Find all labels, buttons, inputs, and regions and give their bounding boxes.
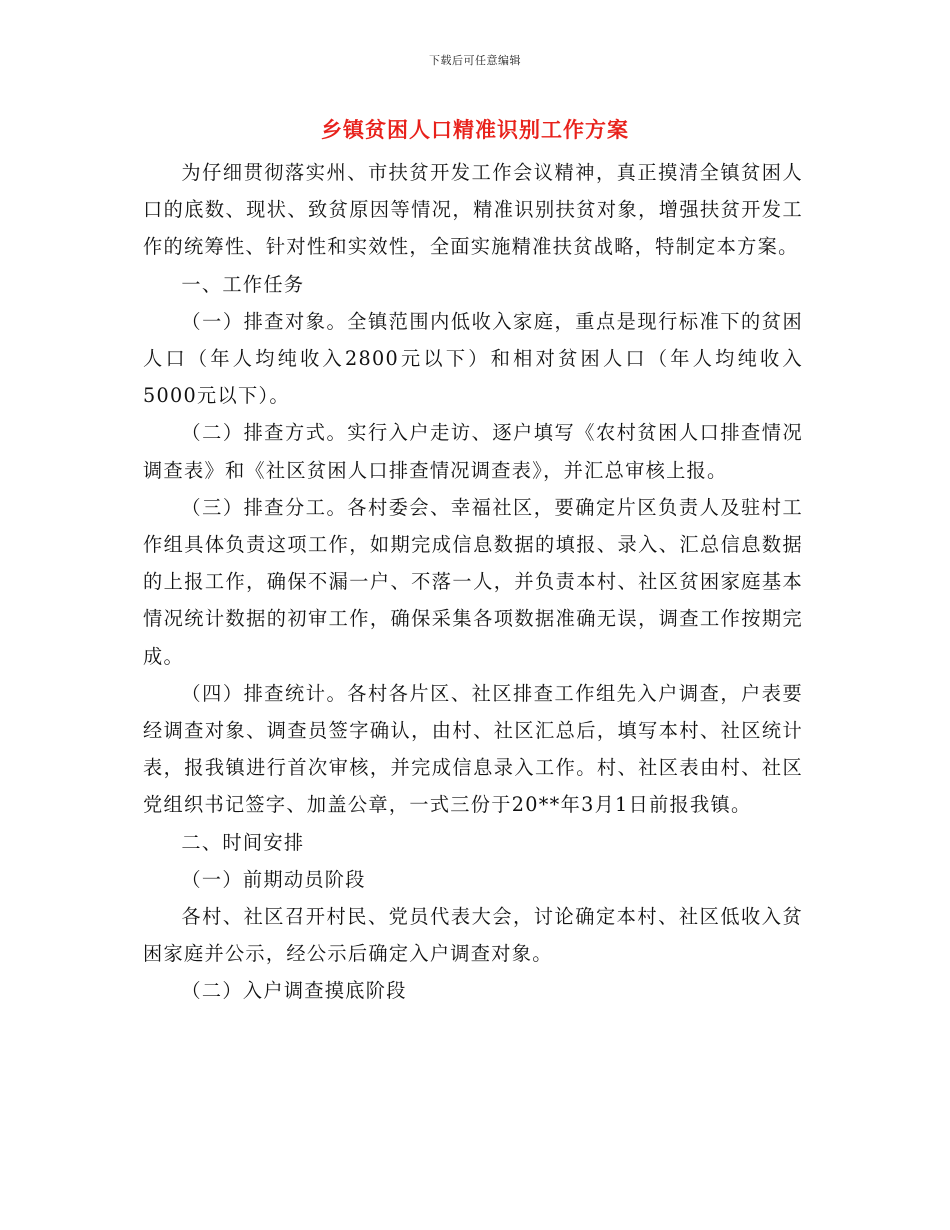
section-heading-schedule: 二、时间安排 xyxy=(181,830,305,854)
paragraph-method: （二）排查方式。实行入户走访、逐户填写《农村贫困人口排查情况调查表》和《社区贫困人口排查情况调查表》，并汇总审核上报。 xyxy=(143,421,803,482)
subheading-survey: （二）入户调查摸底阶段 xyxy=(181,979,407,1003)
section-heading-work-tasks: 一、工作任务 xyxy=(181,272,305,296)
paragraph-mobilization: 各村、社区召开村民、党员代表大会，讨论确定本村、社区低收入贫困家庭并公示，经公示后确定入户调查对象。 xyxy=(143,905,803,966)
paragraph-statistics: （四）排查统计。各村各片区、社区排查工作组先入户调查，户表要经调查对象、调查员签字确认，由村、社区汇总后，填写本村、社区统计表，报我镇进行首次审核，并完成信息录入工作。村、社区表由村、社区党组织书记签字、加盖公章，一式三份于20**年3月1日前报我镇。 xyxy=(143,681,803,817)
document-title: 乡镇贫困人口精准识别工作方案 xyxy=(321,118,629,142)
paragraph-targets: （一）排查对象。全镇范围内低收入家庭，重点是现行标准下的贫困人口（年人均纯收入2800元以下）和相对贫困人口（年人均纯收入5000元以下）。 xyxy=(143,309,803,408)
paragraph-intro: 为仔细贯彻落实州、市扶贫开发工作会议精神，真正摸清全镇贫困人口的底数、现状、致贫原因等情况，精准识别扶贫对象，增强扶贫开发工作的统筹性、针对性和实效性，全面实施精准扶贫战略，特制定本方案。 xyxy=(143,161,803,259)
paragraph-division: （三）排查分工。各村委会、幸福社区，要确定片区负责人及驻村工作组具体负责这项工作，如期完成信息数据的填报、录入、汇总信息数据的上报工作，确保不漏一户、不落一人，并负责本村、社区贫困家庭基本情况统计数据的初审工作，确保采集各项数据准确无误，调查工作按期完成。 xyxy=(143,495,803,668)
document-body xyxy=(143,154,803,1010)
header-note: 下载后可任意编辑 xyxy=(429,54,521,67)
subheading-mobilization: （一）前期动员阶段 xyxy=(181,867,366,891)
